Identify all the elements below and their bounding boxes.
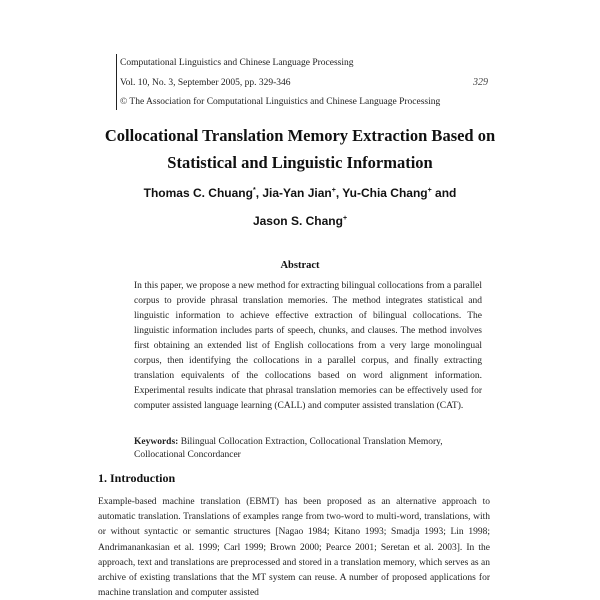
paper-title-line-2: Statistical and Linguistic Information xyxy=(167,153,433,172)
authors-line-1 xyxy=(0,186,600,200)
page-number: 329 xyxy=(473,77,488,88)
author-separator: , xyxy=(255,186,263,200)
author-affiliation-mark: + xyxy=(427,187,432,194)
author-affiliation-mark: + xyxy=(331,187,336,194)
abstract-heading: Abstract xyxy=(280,260,320,271)
authors-line-2 xyxy=(0,214,600,228)
author-name: Jia-Yan Jian xyxy=(262,186,332,200)
journal-name: Computational Linguistics and Chinese Language Processing xyxy=(120,58,354,68)
section-heading-introduction: 1. Introduction xyxy=(98,471,176,485)
keywords-text: Bilingual Collocation Extraction, Collocational Translation Memory, Collocational Concordancer xyxy=(134,437,443,460)
author-affiliation-mark: + xyxy=(342,215,348,222)
keywords xyxy=(134,436,482,461)
journal-copyright: © The Association for Computational Linguistics and Chinese Language Processing xyxy=(120,97,441,107)
author-affiliation-mark: * xyxy=(252,187,256,194)
author-separator: and xyxy=(431,186,457,200)
journal-header-rule xyxy=(116,54,117,110)
author-separator: , xyxy=(335,186,343,200)
author-name: Thomas C. Chuang xyxy=(143,186,253,200)
journal-issue: Vol. 10, No. 3, September 2005, pp. 329-346 xyxy=(120,78,291,88)
introduction-text: Example-based machine translation (EBMT) has been proposed as an alternative approach to automatic translation. Translations of examples range from two-word to multi-word, translations, with or without syntactic or semantic structures [Nagao 1984; Kitano 1993; Smadja 1993; Lin 1998; Andrimanankasian et al. 1999; Carl 1999; Brown 2000; Pearce 2001; Seretan et al. 2003]. In the approach, text and translations are preprocessed and stored in a translation memory, which serves as an archive of existing translations that the MT system can reuse. A number of proposed applications for machine translation and computer assisted xyxy=(98,497,490,599)
author-name: Jason S. Chang xyxy=(252,214,343,228)
author-name: Yu-Chia Chang xyxy=(342,186,428,200)
keywords-label: Keywords: xyxy=(134,437,179,447)
abstract-text: In this paper, we propose a new method for extracting bilingual collocations from a parallel corpus to provide phrasal translation memories. The method integrates statistical and linguistic information to achieve effective extraction of bilingual collocations. The linguistic information includes parts of speech, chunks, and clauses. The method involves first obtaining an extended list of English collocations from a very large monolingual corpus, then identifying the collocations in a parallel corpus, and finally extracting translation equivalents of the collocations based on word alignment information. Experimental results indicate that phrasal translation memories can be effectively used for computer assisted language learning (CALL) and computer assisted translation (CAT). xyxy=(134,281,482,411)
paper-title-line-1: Collocational Translation Memory Extraction Based on xyxy=(104,126,496,145)
